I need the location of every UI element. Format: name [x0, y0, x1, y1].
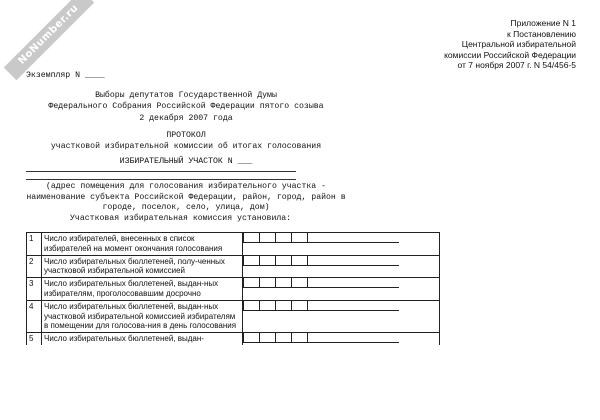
digit-boxes — [243, 233, 308, 243]
value-cell[interactable] — [243, 255, 440, 278]
digit-boxes — [243, 301, 308, 311]
row-label: Число избирательных бюллетеней, полу-ченных участковой избирательной комиссией — [42, 255, 243, 278]
appendix-line: Центральной избирательной — [461, 39, 576, 49]
watermark: NoNumber.ru — [4, 0, 95, 80]
address-line — [26, 171, 296, 172]
row-number: 2 — [27, 255, 42, 278]
address-caption-line: городе, поселок, село, улица, дом) — [102, 203, 270, 212]
protocol-heading — [26, 130, 346, 152]
table-row — [27, 233, 440, 256]
digit-boxes — [243, 278, 308, 288]
appendix-line: от 7 ноября 2007 г. N 54/456-5 — [457, 60, 576, 70]
table-row — [27, 333, 440, 345]
elections-line: Выборы депутатов Государственной Думы — [95, 91, 277, 100]
elections-heading — [26, 90, 346, 112]
results-table — [26, 232, 440, 345]
row-number: 1 — [27, 233, 42, 256]
digit-boxes — [243, 333, 308, 343]
copy-number: Экземпляр N ____ — [26, 71, 105, 80]
row-number: 5 — [27, 333, 42, 345]
value-cell[interactable] — [243, 333, 440, 345]
address-line — [26, 179, 296, 180]
words-line — [307, 310, 399, 311]
elections-line: Федерального Собрания Российской Федерации пятого созыва — [48, 102, 324, 111]
value-cell[interactable] — [243, 233, 440, 256]
row-number: 4 — [27, 300, 42, 332]
row-label: Число избирательных бюллетеней, выдан-ных избирателям, проголосовавшим досрочно — [42, 278, 243, 301]
digit-boxes — [243, 256, 308, 266]
words-line — [307, 265, 399, 266]
words-line — [307, 287, 399, 288]
row-label: Число избирательных бюллетеней, выдан- — [42, 333, 243, 345]
table-row — [27, 255, 440, 278]
value-cell[interactable] — [243, 278, 440, 301]
appendix-line: к Постановлению — [507, 28, 576, 39]
table-row — [27, 300, 440, 332]
appendix-line: Приложение N 1 — [510, 18, 576, 28]
row-label: Число избирателей, внесенных в список избирателей на момент окончания голосования — [42, 233, 243, 256]
row-number: 3 — [27, 278, 42, 301]
appendix-note — [376, 18, 576, 71]
address-caption-line: наименование субъекта Российской Федерации, район, город, район в — [26, 192, 346, 202]
address-caption — [26, 182, 346, 214]
table-row — [27, 278, 440, 301]
commission-established: Участковая избирательная комиссия установила: — [70, 214, 292, 223]
words-line — [307, 342, 399, 343]
appendix-line: комиссии Российской Федерации — [444, 49, 576, 60]
precinct-number: ИЗБИРАТЕЛЬНЫЙ УЧАСТОК N ___ — [119, 157, 253, 166]
value-cell[interactable] — [243, 300, 440, 332]
words-line — [307, 242, 399, 243]
protocol-subtitle: участковой избирательной комиссии об итогах голосования — [50, 142, 322, 151]
row-label: Число избирательных бюллетеней, выдан-ных участковой избирательной комиссией избирателям в помещении для голосова-ния в день голосования — [42, 300, 243, 332]
address-caption-line: (адрес помещения для голосования избирательного участка - — [45, 182, 327, 191]
election-date: 2 декабря 2007 года — [139, 114, 233, 123]
protocol-title: ПРОТОКОЛ — [166, 131, 206, 140]
